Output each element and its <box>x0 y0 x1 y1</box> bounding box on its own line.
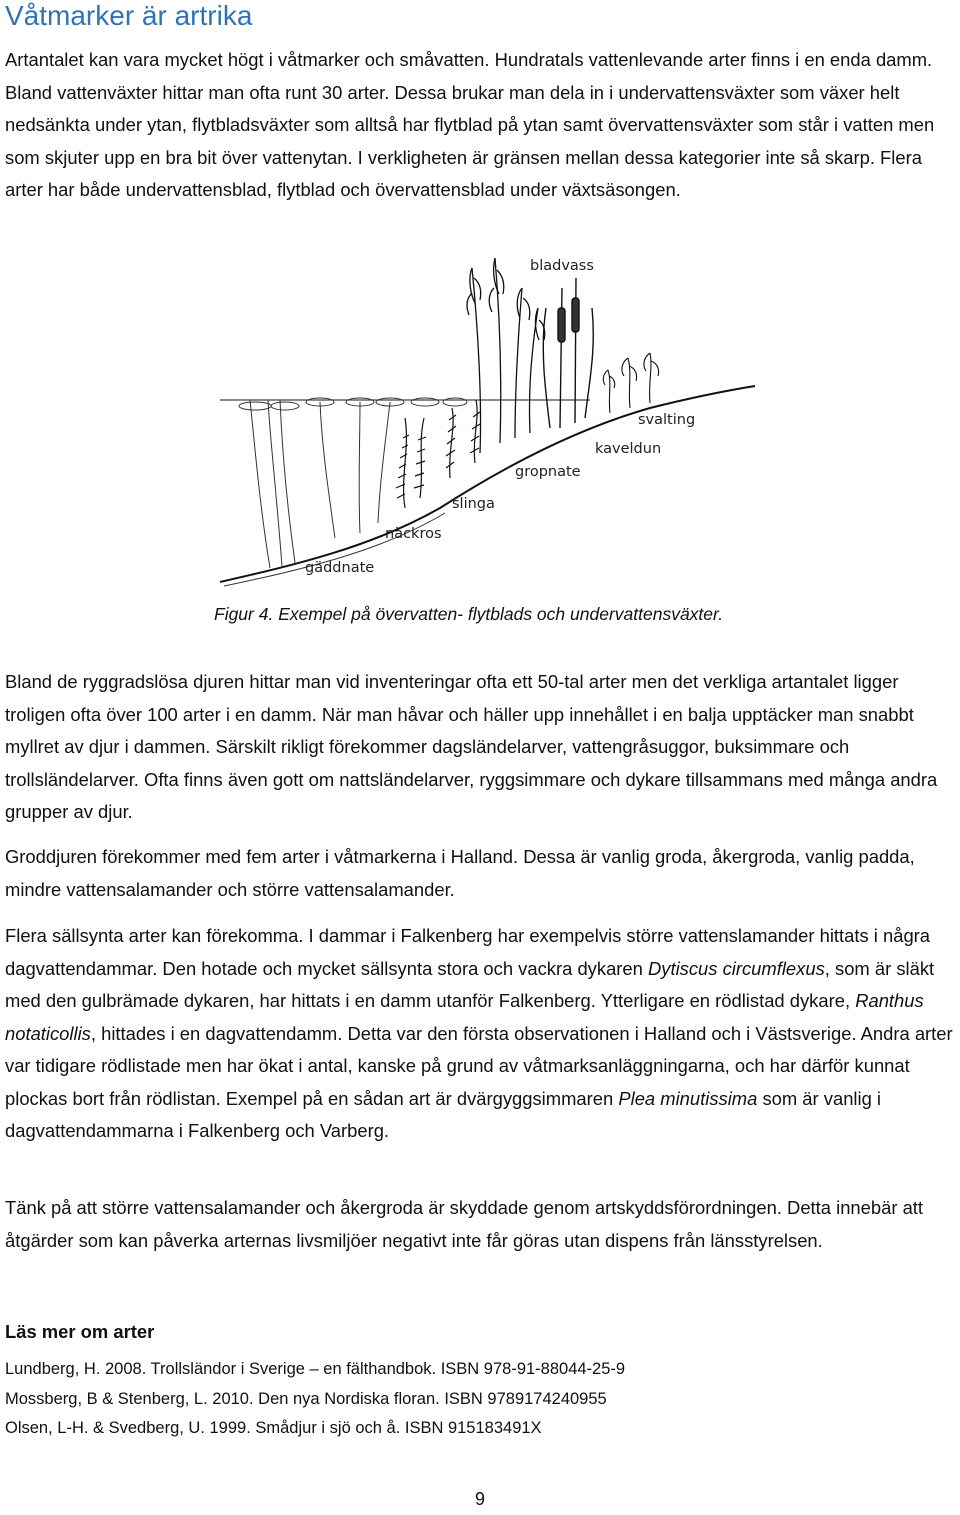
species-name-ranthus: Ranthus notaticollis <box>5 990 924 1044</box>
bladvass-plant <box>467 258 545 453</box>
label-slinga: slinga <box>452 496 495 512</box>
rare-species-text-4: som är vanlig i dagvattendammarna i Falkenberg och Varberg. <box>5 1087 882 1141</box>
species-name-plea: Plea minutissima <box>618 1087 758 1109</box>
label-gaddnate: gäddnate <box>305 560 375 576</box>
label-svalting: svalting <box>638 412 696 428</box>
label-bladvass: bladvass <box>530 258 594 274</box>
reference-item: Lundberg, H. 2008. Trollsländor i Sverige – en fälthandbok. ISBN 978-91-88044-25-9 <box>5 1360 626 1378</box>
protection-paragraph: Tänk på att större vattensalamander och åkergroda är skyddade genom artskyddsförordningen. Detta innebär att åtgärder som kan påverka arternas livsmiljöer negativt inte får göras utan dispens från länsstyrelsen. <box>5 1197 924 1251</box>
svalting-plant <box>603 353 658 413</box>
page-number: 9 <box>474 1489 485 1509</box>
invertebrates-paragraph: Bland de ryggradslösa djuren hittar man vid inventeringar ofta ett 50-tal arter men det verkliga artantalet ligger troligen ofta över 100 arter i en damm. När man håvar och häller upp innehållet i en balja upptäcker man snabbt myllret av djur i dammen. Särskilt rikligt förekommer dagsländelarver, vattengråsuggor, buksimmare och trollsländelarver. Ofta finns även gott om nattsländelarver, ryggsimmare och dykare tillsammans med många andra grupper av djur. <box>5 671 938 822</box>
intro-paragraph: Artantalet kan vara mycket högt i våtmarker och småvatten. Hundratals vattenlevande arter finns i en enda damm. Bland vattenväxter hittar man ofta runt 30 arter. Dessa brukar man dela in i undervattensväxter som växer helt nedsänkta under ytan, flytbladsväxter som alltså har flytblad på ytan samt övervattensväxter som står i vatten men som skjuter upp en bra bit över vattenytan. I verkligheten är gränsen mellan dessa kategorier inte så skarp. Flera arter har både undervattensblad, flytblad och övervattensblad under växtsäsongen. <box>5 49 935 200</box>
kaveldun-plant <box>543 278 593 428</box>
gaddnate-plant <box>239 400 299 568</box>
rare-species-text-2: , som är släkt med den gulbrämade dykaren, har hittats i en damm utanför Falkenberg. Ytterligare en rödlistad dykare, <box>5 957 935 1011</box>
reference-item: Olsen, L-H. & Svedberg, U. 1999. Smådjur i sjö och å. ISBN 915183491X <box>5 1419 542 1437</box>
page-title: Våtmarker är artrika <box>5 0 253 31</box>
gropnate-plant <box>446 400 480 478</box>
figure-caption: Figur 4. Exempel på övervatten- flytblads och undervattensväxter. <box>214 604 724 624</box>
rare-species-text-1: Flera sällsynta arter kan förekomma. I dammar i Falkenberg har exempelvis större vattenslamander hittats i några dagvattendammar. Den hotade och mycket sällsynta stora och vackra dykaren <box>5 925 931 979</box>
reference-item: Mossberg, B & Stenberg, L. 2010. Den nya Nordiska floran. ISBN 9789174240955 <box>5 1389 607 1408</box>
references-list <box>5 1355 625 1444</box>
amphibians-paragraph: Groddjuren förekommer med fem arter i våtmarkerna i Halland. Dessa är vanlig groda, åkergroda, vanlig padda, mindre vattensalamander och större vattensalamander. <box>5 846 915 900</box>
references-heading: Läs mer om arter <box>5 1321 155 1342</box>
rare-species-text-3: , hittades i en dagvattendamm. Detta var den första observationen i Halland och i Västsverige. Andra arter var tidigare rödlistade men har ökat i antal, kanske på grund av våtmarksanläggningarna, och har därför kunnat plockas bort från rödlistan. Exempel på en sådan art är dvärgyggsimmaren <box>5 1022 953 1109</box>
label-nackros: näckros <box>385 526 442 542</box>
label-kaveldun: kaveldun <box>595 441 662 457</box>
rare-species-paragraph <box>5 920 957 1148</box>
wetland-plants-figure <box>210 248 770 598</box>
slinga-plant <box>396 418 426 508</box>
label-gropnate: gropnate <box>515 464 581 480</box>
species-name-dytiscus: Dytiscus circumflexus <box>647 957 825 979</box>
nackros-plant <box>306 398 467 538</box>
